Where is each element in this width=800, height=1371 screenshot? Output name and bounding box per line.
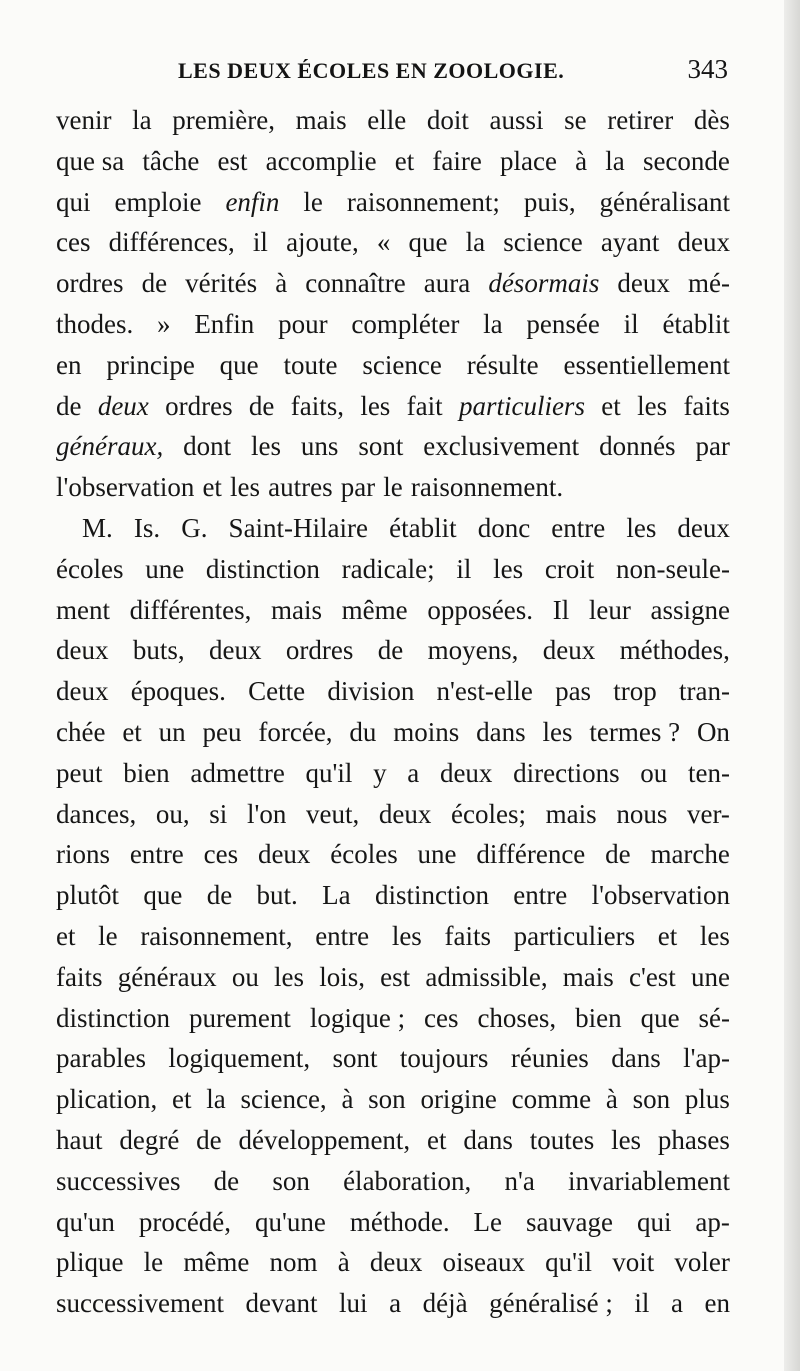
text-word: voit bbox=[612, 1247, 655, 1278]
text-line bbox=[56, 549, 730, 590]
text-word: M. bbox=[82, 512, 113, 543]
text-word: toujours bbox=[399, 1043, 489, 1074]
text-word: réunies bbox=[510, 1043, 589, 1074]
text-word: a bbox=[407, 757, 420, 788]
text-word: science bbox=[503, 227, 583, 258]
text-line bbox=[56, 1202, 730, 1243]
text-word: deux bbox=[209, 635, 262, 666]
text-word: il bbox=[623, 308, 639, 339]
text-word: connaître bbox=[305, 268, 406, 299]
text-word: donnés bbox=[599, 431, 676, 462]
text-line bbox=[56, 426, 730, 467]
text-word: mé- bbox=[687, 268, 730, 299]
text-word: seconde bbox=[642, 145, 730, 176]
text-word: dont bbox=[183, 431, 232, 462]
text-word: deux bbox=[617, 268, 670, 299]
text-word: mais bbox=[545, 798, 597, 829]
text-word: a bbox=[670, 1288, 683, 1319]
text-word: les bbox=[626, 512, 657, 543]
text-word: puis, bbox=[523, 186, 576, 217]
text-word: les bbox=[251, 431, 282, 462]
text-word: raisonnement, bbox=[140, 920, 293, 951]
text-word: comme bbox=[511, 1084, 592, 1115]
text-word: elle bbox=[367, 105, 407, 135]
text-word: et bbox=[427, 1124, 447, 1155]
text-word: la bbox=[483, 308, 503, 339]
text-word: son bbox=[272, 1165, 310, 1196]
text-line bbox=[56, 467, 730, 508]
text-word: nom bbox=[269, 1247, 318, 1278]
text-word: La bbox=[322, 880, 351, 911]
text-word: de bbox=[605, 839, 631, 870]
text-word: successivement bbox=[56, 1288, 224, 1319]
text-line bbox=[56, 386, 730, 427]
text-word: faits bbox=[683, 390, 730, 421]
text-word: logique ; bbox=[309, 1002, 406, 1033]
text-word: deux bbox=[677, 227, 730, 258]
text-word: n'a bbox=[504, 1165, 535, 1196]
text-word: qui bbox=[636, 1206, 672, 1237]
text-word: développement, bbox=[238, 1124, 411, 1155]
text-word: par bbox=[340, 472, 376, 503]
text-line bbox=[56, 957, 730, 998]
text-word: il bbox=[252, 227, 268, 258]
text-word: résulte bbox=[466, 349, 539, 380]
text-word: ordres bbox=[285, 635, 354, 666]
text-word: essentiellement bbox=[563, 349, 730, 380]
text-word: se bbox=[564, 105, 587, 135]
text-word: et bbox=[202, 472, 222, 503]
text-line bbox=[56, 712, 730, 753]
text-word: deux bbox=[677, 512, 730, 543]
text-line bbox=[56, 508, 730, 549]
running-title: LES DEUX ÉCOLES EN ZOOLOGIE. bbox=[178, 58, 565, 83]
text-word: On bbox=[696, 716, 730, 747]
text-line bbox=[56, 590, 730, 631]
text-word: en bbox=[704, 1288, 730, 1319]
text-word: faits, bbox=[290, 390, 344, 421]
text-word: le bbox=[98, 920, 118, 951]
text-word: si bbox=[209, 798, 228, 829]
text-word: parables bbox=[56, 1043, 146, 1074]
text-line bbox=[56, 263, 730, 304]
text-word: l'ap- bbox=[683, 1043, 730, 1074]
text-word: qu'il bbox=[545, 1247, 593, 1278]
text-word: du bbox=[349, 716, 377, 747]
text-word: à bbox=[275, 268, 288, 299]
text-word: plication, bbox=[56, 1084, 158, 1115]
text-word: à bbox=[341, 1084, 354, 1115]
text-word: fait bbox=[406, 390, 443, 421]
text-word: les bbox=[699, 920, 730, 951]
text-word: successives bbox=[56, 1165, 181, 1196]
text-word: la bbox=[605, 145, 625, 176]
text-line bbox=[56, 141, 730, 182]
text-word: et bbox=[56, 920, 76, 951]
text-line bbox=[56, 753, 730, 794]
text-word: purement bbox=[188, 1002, 291, 1033]
text-word: peut bbox=[56, 757, 103, 788]
text-word: à bbox=[575, 145, 588, 176]
text-word: donc bbox=[477, 512, 531, 543]
text-word: uns bbox=[300, 431, 339, 462]
text-word: c'est bbox=[628, 961, 676, 992]
text-word: pas bbox=[555, 676, 592, 707]
text-word: dans bbox=[476, 716, 526, 747]
text-line bbox=[56, 345, 730, 386]
text-word: de bbox=[248, 390, 275, 421]
text-word: les bbox=[391, 920, 422, 951]
text-word: différentes, bbox=[129, 594, 252, 625]
text-word: deux bbox=[439, 757, 493, 788]
text-word: un bbox=[158, 716, 186, 747]
page-edge-shadow bbox=[784, 0, 800, 1371]
text-word: radicale; bbox=[341, 553, 435, 584]
text-word: ordres bbox=[165, 390, 233, 421]
text-line bbox=[56, 182, 730, 223]
text-word: lois, bbox=[319, 961, 365, 992]
text-word: moyens, bbox=[427, 635, 519, 666]
text-word: ordres bbox=[56, 268, 124, 299]
text-word: généraux bbox=[117, 961, 217, 992]
text-word: admissible, bbox=[425, 961, 548, 992]
text-word: ayant bbox=[600, 227, 660, 258]
text-word: venir bbox=[56, 105, 112, 135]
text-word: deux bbox=[97, 390, 149, 421]
text-word: sont bbox=[332, 1043, 378, 1074]
text-word: assigne bbox=[650, 594, 730, 625]
text-word: forcée, bbox=[258, 716, 333, 747]
text-word: généralisé ; bbox=[489, 1288, 613, 1319]
text-word: différence bbox=[476, 839, 586, 870]
text-word: le bbox=[303, 186, 323, 217]
text-word: mais bbox=[295, 105, 347, 135]
text-word: établit bbox=[389, 512, 457, 543]
text-word: l'observation bbox=[591, 880, 730, 911]
text-word: croit bbox=[544, 553, 595, 584]
text-word: ten- bbox=[687, 757, 730, 788]
text-word: que sa bbox=[56, 145, 125, 176]
text-word: deux bbox=[369, 1247, 423, 1278]
text-word: bien bbox=[123, 757, 170, 788]
text-word: généraux, bbox=[56, 431, 164, 462]
text-line bbox=[56, 916, 730, 957]
text-word: peu bbox=[202, 716, 242, 747]
text-word: l'observation bbox=[56, 472, 195, 503]
text-word: place bbox=[500, 145, 557, 176]
text-word: a bbox=[389, 1288, 402, 1319]
text-word: et bbox=[171, 1084, 192, 1115]
text-word: son bbox=[368, 1084, 406, 1115]
text-word: dans bbox=[611, 1043, 661, 1074]
text-line bbox=[56, 1283, 730, 1324]
text-word: division bbox=[327, 676, 415, 707]
text-word: désormais bbox=[488, 268, 600, 299]
text-word: généralisant bbox=[599, 186, 730, 217]
text-line bbox=[56, 100, 730, 141]
text-word: époques. bbox=[130, 676, 226, 707]
text-word: la bbox=[206, 1084, 226, 1115]
text-word: dès bbox=[693, 105, 730, 135]
text-word: veut, bbox=[305, 798, 360, 829]
text-word: Enfin bbox=[194, 308, 255, 339]
text-word: il bbox=[634, 1288, 650, 1319]
text-word: toute bbox=[283, 349, 338, 380]
text-word: l'on bbox=[246, 798, 287, 829]
text-word: aura bbox=[423, 268, 471, 299]
text-word: ou, bbox=[155, 798, 190, 829]
text-word: distinction bbox=[374, 880, 489, 911]
text-word: « bbox=[376, 227, 391, 258]
text-word: ment bbox=[56, 594, 110, 625]
text-word: compléter bbox=[351, 308, 460, 339]
body-text bbox=[56, 100, 730, 1324]
text-word: n'est-elle bbox=[436, 676, 533, 707]
text-word: qu'il bbox=[305, 757, 353, 788]
text-word: ces bbox=[424, 1002, 459, 1033]
text-word: nous bbox=[616, 798, 668, 829]
text-word: entre bbox=[551, 512, 606, 543]
text-word: les bbox=[493, 553, 524, 584]
text-word: une bbox=[145, 553, 185, 584]
text-word: principe bbox=[106, 349, 195, 380]
text-word: moins bbox=[393, 716, 460, 747]
text-word: haut bbox=[56, 1124, 103, 1155]
text-word: Saint-Hilaire bbox=[228, 512, 369, 543]
text-word: science bbox=[362, 349, 442, 380]
text-word: entre bbox=[315, 920, 370, 951]
text-word: faits bbox=[444, 920, 491, 951]
text-word: de bbox=[213, 1165, 240, 1196]
text-word: et bbox=[394, 145, 415, 176]
text-word: deux bbox=[542, 635, 596, 666]
text-word: sont bbox=[358, 431, 404, 462]
text-word: enfin bbox=[225, 186, 280, 217]
text-word: ver- bbox=[686, 798, 730, 829]
text-word: sauvage bbox=[526, 1206, 613, 1237]
text-word: toutes bbox=[529, 1124, 595, 1155]
text-word: les bbox=[360, 390, 391, 421]
text-word: ap- bbox=[695, 1206, 730, 1237]
text-word: élaboration, bbox=[343, 1165, 472, 1196]
text-word: qu'une bbox=[255, 1206, 326, 1237]
text-word: choses, bbox=[477, 1002, 557, 1033]
text-word: invariablement bbox=[568, 1165, 730, 1196]
text-word: distinction bbox=[205, 553, 320, 584]
text-word: de bbox=[56, 390, 82, 421]
text-word: phases bbox=[657, 1124, 730, 1155]
text-word: raisonnement. bbox=[410, 472, 564, 503]
text-word: est bbox=[380, 961, 411, 992]
text-line bbox=[56, 998, 730, 1039]
text-word: dances, bbox=[56, 798, 137, 829]
text-word: en bbox=[56, 349, 82, 380]
text-word: et bbox=[657, 920, 678, 951]
text-word: deux bbox=[56, 676, 109, 707]
text-word: degré bbox=[119, 1124, 180, 1155]
text-word: but. bbox=[256, 880, 298, 911]
text-word: dans bbox=[463, 1124, 513, 1155]
text-word: logiquement, bbox=[168, 1043, 311, 1074]
text-word: à bbox=[337, 1247, 350, 1278]
text-word: devant bbox=[245, 1288, 318, 1319]
text-word: qu'un bbox=[56, 1206, 115, 1237]
text-word: pensée bbox=[526, 308, 600, 339]
text-word: directions bbox=[513, 757, 620, 788]
text-word: Le bbox=[473, 1206, 503, 1237]
text-word: la bbox=[132, 105, 152, 135]
text-word: trop bbox=[613, 676, 657, 707]
text-word: ces bbox=[203, 839, 239, 870]
text-word: même bbox=[341, 594, 408, 625]
text-word: à bbox=[605, 1084, 618, 1115]
text-word: thodes. bbox=[56, 308, 134, 339]
text-word: exclusivement bbox=[423, 431, 580, 462]
text-word: tran- bbox=[678, 676, 730, 707]
text-word: première, bbox=[172, 105, 275, 135]
text-word: non-seule- bbox=[616, 553, 730, 584]
text-word: particuliers bbox=[513, 920, 636, 951]
text-word: faire bbox=[432, 145, 482, 176]
text-word: accomplie bbox=[265, 145, 377, 176]
text-word: de bbox=[206, 880, 233, 911]
text-word: Il bbox=[552, 594, 570, 625]
text-word: le bbox=[383, 472, 403, 503]
text-word: ou bbox=[231, 961, 259, 992]
text-word: origine bbox=[420, 1084, 497, 1115]
text-word: les bbox=[542, 716, 573, 747]
text-line bbox=[56, 630, 730, 671]
text-word: son bbox=[632, 1084, 671, 1115]
text-word: il bbox=[456, 553, 472, 584]
text-word: deux bbox=[56, 635, 109, 666]
page-number: 343 bbox=[687, 54, 728, 84]
text-word: bien bbox=[575, 1002, 622, 1033]
text-word: plutôt bbox=[56, 880, 120, 911]
text-word: admettre bbox=[190, 757, 285, 788]
text-word: pour bbox=[278, 308, 328, 339]
text-word: ces bbox=[56, 227, 91, 258]
text-word: que bbox=[143, 880, 183, 911]
text-word: oiseaux bbox=[442, 1247, 525, 1278]
text-word: marche bbox=[650, 839, 730, 870]
text-word: la bbox=[465, 227, 486, 258]
text-word: une bbox=[691, 961, 730, 992]
text-line bbox=[56, 222, 730, 263]
text-word: de bbox=[377, 635, 404, 666]
text-line bbox=[56, 834, 730, 875]
text-word: écoles bbox=[330, 839, 398, 870]
text-word: y bbox=[373, 757, 387, 788]
text-line bbox=[56, 671, 730, 712]
text-word: le bbox=[143, 1247, 164, 1278]
text-word: lui bbox=[339, 1288, 368, 1319]
text-word: écoles bbox=[56, 553, 124, 584]
text-word: autres bbox=[268, 472, 333, 503]
text-word: G. bbox=[181, 512, 208, 543]
text-word: particuliers bbox=[458, 390, 585, 421]
text-word: tâche bbox=[142, 145, 200, 176]
text-word: science, bbox=[240, 1084, 327, 1115]
text-word: raisonnement; bbox=[346, 186, 500, 217]
text-word: sé- bbox=[698, 1002, 730, 1033]
text-word: ou bbox=[640, 757, 668, 788]
text-word: établit bbox=[662, 308, 730, 339]
text-word: les bbox=[611, 1124, 642, 1155]
text-line bbox=[56, 794, 730, 835]
text-word: les bbox=[230, 472, 261, 503]
text-word: déjà bbox=[422, 1288, 468, 1319]
text-word: qui bbox=[56, 186, 91, 217]
text-line bbox=[56, 1079, 730, 1120]
text-word: que bbox=[219, 349, 259, 380]
text-word: et bbox=[601, 390, 621, 421]
text-word: les bbox=[274, 961, 305, 992]
text-word: même bbox=[183, 1247, 250, 1278]
text-line bbox=[56, 1120, 730, 1161]
text-word: écoles; bbox=[451, 798, 526, 829]
text-word: plique bbox=[56, 1247, 124, 1278]
text-line bbox=[56, 1161, 730, 1202]
text-word: deux bbox=[257, 839, 311, 870]
text-word: termes ? bbox=[589, 716, 681, 747]
text-word: est bbox=[217, 145, 248, 176]
text-word: chée bbox=[56, 716, 106, 747]
text-line bbox=[56, 1242, 730, 1283]
text-word: que bbox=[408, 227, 448, 258]
text-word: méthodes, bbox=[619, 635, 730, 666]
text-word: voler bbox=[674, 1247, 730, 1278]
text-word: ajoute, bbox=[286, 227, 359, 258]
text-word: doit bbox=[426, 105, 469, 135]
text-word: par bbox=[695, 431, 730, 462]
text-word: de bbox=[196, 1124, 222, 1155]
text-word: de bbox=[141, 268, 168, 299]
text-word: et bbox=[122, 716, 142, 747]
text-word: retirer bbox=[607, 105, 674, 135]
text-word: entre bbox=[513, 880, 568, 911]
text-word: leur bbox=[588, 594, 631, 625]
text-word: que bbox=[640, 1002, 680, 1033]
text-word: deux bbox=[378, 798, 432, 829]
text-word: buts, bbox=[132, 635, 185, 666]
text-word: méthode. bbox=[349, 1206, 450, 1237]
text-word: » bbox=[157, 308, 171, 339]
text-word: mais bbox=[271, 594, 323, 625]
text-word: vérités bbox=[185, 268, 258, 299]
page-header bbox=[178, 54, 730, 88]
text-line bbox=[56, 875, 730, 916]
text-word: plus bbox=[684, 1084, 730, 1115]
text-word: rions bbox=[56, 839, 110, 870]
text-word: Is. bbox=[133, 512, 161, 543]
text-word: entre bbox=[129, 839, 184, 870]
text-word: mais bbox=[562, 961, 614, 992]
text-line bbox=[56, 304, 730, 345]
text-line bbox=[56, 1038, 730, 1079]
text-word: une bbox=[417, 839, 457, 870]
text-word: aussi bbox=[489, 105, 544, 135]
text-word: procédé, bbox=[138, 1206, 232, 1237]
text-word: les bbox=[637, 390, 668, 421]
text-word: emploie bbox=[114, 186, 202, 217]
text-word: Cette bbox=[248, 676, 306, 707]
text-word: opposées. bbox=[427, 594, 534, 625]
text-word: faits bbox=[56, 961, 103, 992]
text-word: différences, bbox=[108, 227, 235, 258]
text-word: distinction bbox=[56, 1002, 170, 1033]
